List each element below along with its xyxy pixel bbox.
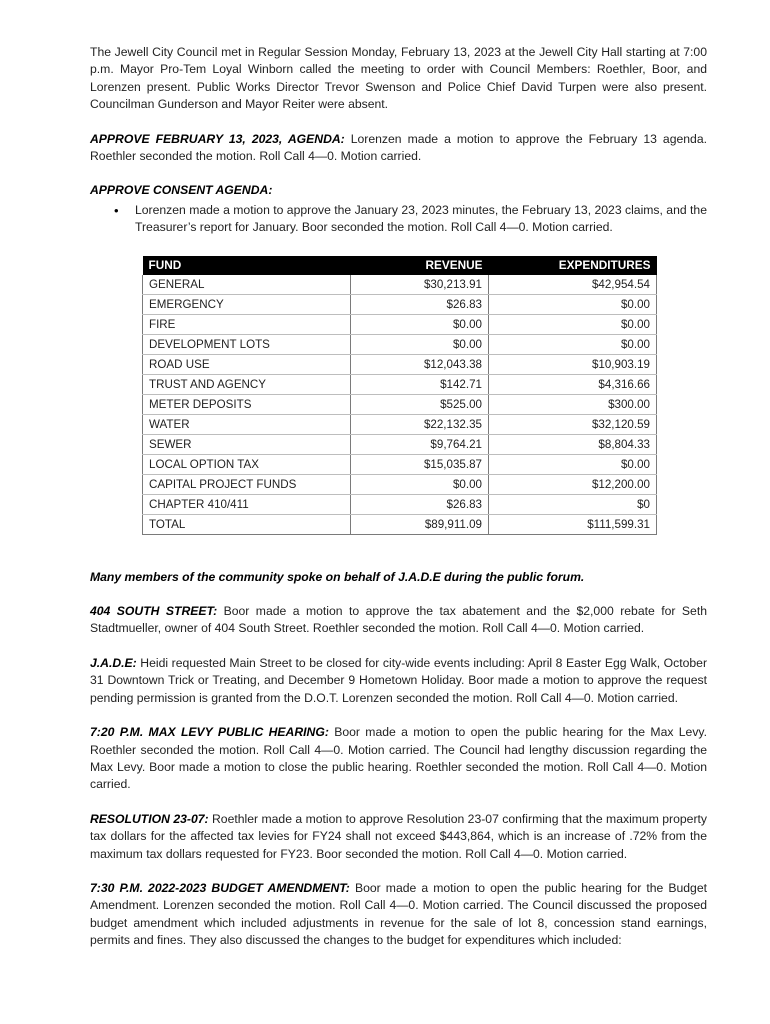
fund-cell: FIRE [143, 314, 351, 334]
fund-table-header [143, 256, 657, 275]
table-row [143, 374, 657, 394]
fund-cell: DEVELOPMENT LOTS [143, 334, 351, 354]
agenda-text: Lorenzen made a motion to approve the February 13 agenda. Roethler seconded the motion. Roll Call 4—0. Motion carried. [90, 131, 707, 164]
south-street-paragraph [90, 603, 707, 638]
revenue-cell: $89,911.09 [351, 514, 489, 534]
budget-heading: 7:30 P.M. 2022-2023 BUDGET AMENDMENT: [90, 880, 350, 895]
resolution-heading: RESOLUTION 23-07: [90, 811, 209, 826]
expenditures-cell: $10,903.19 [489, 354, 657, 374]
south-street-text: Boor made a motion to approve the tax abatement and the $2,000 rebate for Seth Stadtmueller, owner of 404 South Street. Roethler seconded the motion. Roll Call 4—0. Motion carried. [90, 604, 707, 636]
budget-text: Boor made a motion to open the public hearing for the Budget Amendment. Lorenzen seconded the motion. Roll Call 4—0. Motion carried. The Council discussed the proposed budget amendment which included adjustments in revenue for the sale of lot 8, concession stand earnings, permits and fines. They also discussed the changes to the budget for expenditures which included: [90, 880, 707, 948]
fund-cell: EMERGENCY [143, 294, 351, 314]
resolution-text: Roethler made a motion to approve Resolution 23-07 confirming that the maximum property tax dollars for the affected tax levies for FY24 shall not exceed $443,864, which is an increase of .72% from the maximum tax dollars requested for FY23. Boor seconded the motion. Roll Call 4—0. Motion carried. [90, 811, 707, 861]
jade-text: Heidi requested Main Street to be closed for city-wide events including: April 8 Easter Egg Walk, October 31 Downtown Trick or Treating, and December 9 Hometown Holiday. Boor made a motion to approve the request pending permission is granted from the D.O.T. Lorenzen seconded the motion. Roll Call 4—0. Motion carried. [90, 655, 707, 705]
table-row [143, 314, 657, 334]
expenditures-cell: $111,599.31 [489, 514, 657, 534]
minutes-document [90, 44, 707, 950]
jade-heading: J.A.D.E: [90, 655, 137, 670]
max-levy-text: Boor made a motion to open the public hearing for the Max Levy. Roethler seconded the motion. Roll Call 4—0. Motion carried. The Council had lengthy discussion regarding the Max Levy. Boor made a motion to close the public hearing. Roethler seconded the motion. Roll Call 4—0. Motion carried. [90, 725, 707, 792]
expenditures-cell: $0.00 [489, 294, 657, 314]
fund-cell: TRUST AND AGENCY [143, 374, 351, 394]
jade-paragraph [90, 655, 707, 707]
revenue-cell: $15,035.87 [351, 454, 489, 474]
table-row-total [143, 514, 657, 534]
expenditures-cell: $0.00 [489, 314, 657, 334]
table-row [143, 454, 657, 474]
fund-cell: ROAD USE [143, 354, 351, 374]
max-levy-paragraph [90, 724, 707, 794]
expenditures-cell: $42,954.54 [489, 275, 657, 295]
table-row [143, 474, 657, 494]
resolution-paragraph [90, 811, 707, 863]
agenda-heading: APPROVE FEBRUARY 13, 2023, AGENDA: [90, 131, 345, 146]
revenue-cell: $142.71 [351, 374, 489, 394]
header-revenue: REVENUE [351, 256, 489, 275]
revenue-cell: $12,043.38 [351, 354, 489, 374]
south-street-heading: 404 SOUTH STREET: [90, 604, 218, 619]
fund-cell: LOCAL OPTION TAX [143, 454, 351, 474]
fund-cell: CAPITAL PROJECT FUNDS [143, 474, 351, 494]
expenditures-cell: $0.00 [489, 334, 657, 354]
header-fund: FUND [143, 256, 351, 275]
fund-cell: GENERAL [143, 275, 351, 295]
consent-list [90, 202, 707, 237]
table-row [143, 494, 657, 514]
public-forum-note: Many members of the community spoke on behalf of J.A.D.E during the public forum. [90, 569, 585, 584]
agenda-paragraph [90, 131, 707, 166]
consent-bullet: • Lorenzen made a motion to approve the January 23, 2023 minutes, the February 13, 2023 claims, and the Treasurer’s report for January. Boor seconded the motion. Roll Call 4—0. Motion carried. [135, 202, 707, 237]
expenditures-cell: $4,316.66 [489, 374, 657, 394]
table-row [143, 294, 657, 314]
revenue-cell: $22,132.35 [351, 414, 489, 434]
fund-cell: WATER [143, 414, 351, 434]
table-row [143, 394, 657, 414]
revenue-cell: $9,764.21 [351, 434, 489, 454]
fund-cell: TOTAL [143, 514, 351, 534]
revenue-cell: $0.00 [351, 314, 489, 334]
expenditures-cell: $8,804.33 [489, 434, 657, 454]
table-row [143, 354, 657, 374]
fund-cell: CHAPTER 410/411 [143, 494, 351, 514]
expenditures-cell: $32,120.59 [489, 414, 657, 434]
revenue-cell: $26.83 [351, 294, 489, 314]
header-expenditures: EXPENDITURES [489, 256, 657, 275]
table-row [143, 434, 657, 454]
max-levy-heading: 7:20 P.M. MAX LEVY PUBLIC HEARING: [90, 725, 329, 740]
table-row [143, 275, 657, 295]
table-row [143, 334, 657, 354]
intro-paragraph: The Jewell City Council met in Regular Session Monday, February 13, 2023 at the Jewell City Hall starting at 7:00 p.m. Mayor Pro-Tem Loyal Winborn called the meeting to order with Council Members: Roethler, Boor, and Lorenzen present. Public Works Director Trevor Swenson and Police Chief David Turpen were also present. Councilman Gunderson and Mayor Reiter were absent. [90, 45, 707, 112]
revenue-cell: $0.00 [351, 334, 489, 354]
revenue-cell: $0.00 [351, 474, 489, 494]
budget-paragraph [90, 880, 707, 950]
fund-table [142, 256, 657, 535]
consent-heading: APPROVE CONSENT AGENDA: [90, 183, 273, 198]
fund-cell: METER DEPOSITS [143, 394, 351, 414]
table-row [143, 414, 657, 434]
revenue-cell: $26.83 [351, 494, 489, 514]
revenue-cell: $525.00 [351, 394, 489, 414]
expenditures-cell: $12,200.00 [489, 474, 657, 494]
revenue-cell: $30,213.91 [351, 275, 489, 295]
expenditures-cell: $300.00 [489, 394, 657, 414]
expenditures-cell: $0.00 [489, 454, 657, 474]
expenditures-cell: $0 [489, 494, 657, 514]
fund-cell: SEWER [143, 434, 351, 454]
